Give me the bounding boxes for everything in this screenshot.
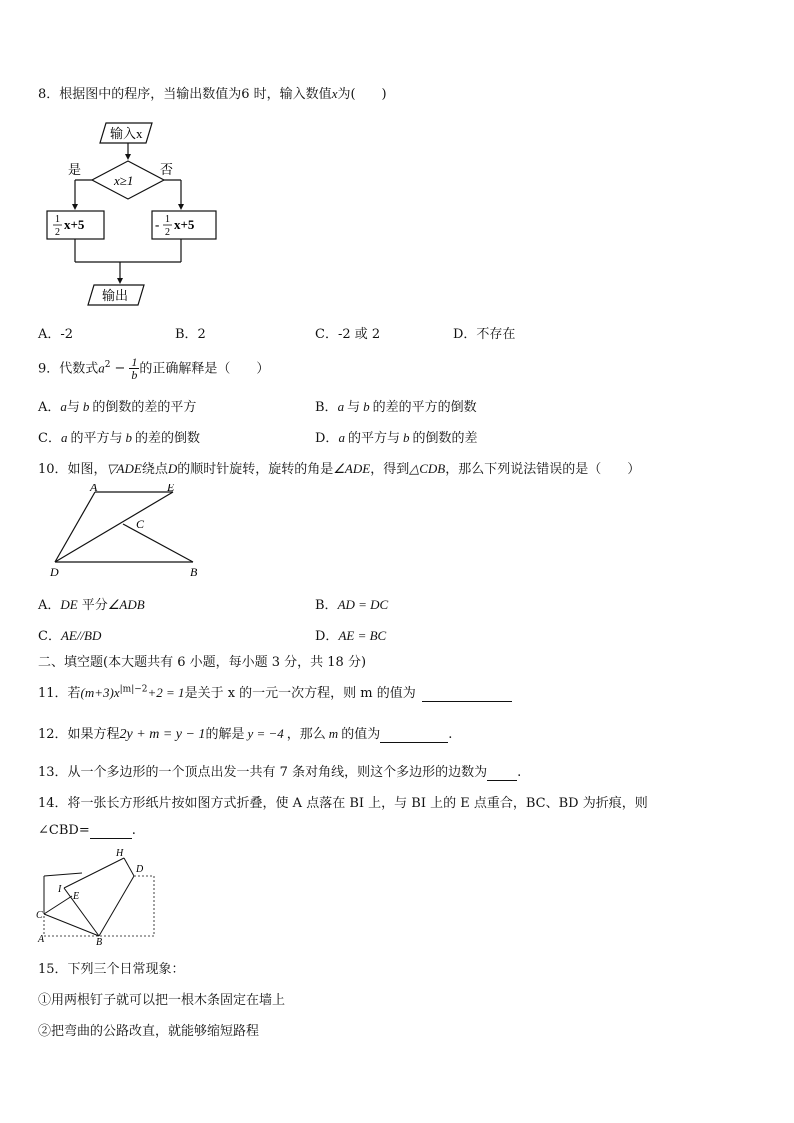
q8-option-d: D．不存在	[453, 327, 516, 342]
q10-label-a: A	[90, 484, 98, 494]
q15-item-2: ②把弯曲的公路改直，就能够缩短路程	[38, 1024, 260, 1039]
q14-label-e: E	[73, 891, 80, 902]
flow-no-label: 否	[160, 162, 174, 177]
svg-text:2: 2	[55, 227, 60, 238]
q10-label-b: B	[190, 565, 198, 579]
q12-answer-blank[interactable]	[380, 727, 448, 743]
q14-figure	[34, 846, 164, 946]
q8-var: x	[331, 86, 338, 101]
svg-text:1: 1	[55, 214, 60, 225]
q14-label-c: C	[36, 910, 43, 921]
flow-input-label: 输入x	[110, 126, 143, 141]
flow-output-label: 输出	[102, 288, 129, 303]
q15-item-1: ①用两根钉子就可以把一根木条固定在墙上	[38, 993, 286, 1008]
q10-label-e: E	[167, 484, 175, 494]
flow-condition-label: x≥1	[114, 173, 134, 188]
svg-text:2: 2	[165, 227, 170, 238]
q8-option-c: C．-2 或 2	[315, 327, 381, 342]
svg-text:-: -	[155, 217, 160, 232]
q14-label-d: D	[136, 864, 144, 875]
q14-label-b: B	[96, 937, 103, 946]
question-9-stem: 9．代数式$a^2$ − $\frac{1}{b}$ 的正确解释是（ ）	[38, 354, 270, 383]
q13-answer-blank[interactable]	[487, 765, 517, 781]
question-14-line1: 14．将一张长方形纸片按如图方式折叠，使 A 点落在 BI 上，与 BI 上的 E 点重合，BC、BD 为折痕，则	[38, 796, 648, 811]
q8-option-a: A．-2	[38, 327, 74, 342]
question-13: 13．从一个多边形的一个顶点出发一共有 7 条对角线，则这个多边形的边数为 .	[38, 765, 522, 780]
q10-label-d: D	[50, 565, 59, 579]
q9-fraction: $\frac{1}{b}$	[131, 354, 138, 383]
q14-label-a: A	[38, 934, 45, 945]
q10-figure	[45, 484, 215, 579]
question-14-line2: ∠CBD= .	[38, 823, 136, 838]
question-8-stem: 8．根据图中的程序，当输出数值为6 时，输入数值x为( )	[38, 86, 387, 102]
question-10-stem: 10．如图，▽ADE绕点D的顺时针旋转，旋转的角是∠ADE，得到△CDB，那么下列说法错误的是（ ）	[38, 461, 641, 477]
q10-option-c: C．AE//BD	[38, 628, 102, 644]
q10-option-d: D．AE = BC	[315, 628, 387, 644]
question-12: 12．如果方程2y + m = y − 1的解是 y = −4 ，那么 m 的值为 .	[38, 726, 453, 742]
q8-option-b: B．2	[175, 327, 206, 342]
q9-option-b: B．a 与 b 的差的平方的倒数	[315, 399, 477, 415]
section-2-heading: 二、填空题(本大题共有 6 小题，每小题 3 分，共 18 分)	[38, 655, 367, 670]
svg-text:1: 1	[165, 214, 170, 225]
q9-option-a: A．a与 b 的倒数的差的平方	[38, 399, 197, 415]
q10-option-b: B．AD = DC	[315, 597, 389, 613]
q9-option-d: D．a 的平方与 b 的倒数的差	[315, 430, 478, 446]
q10-label-c: C	[136, 517, 145, 531]
flow-yes-label: 是	[68, 162, 82, 177]
q14-answer-blank[interactable]	[90, 823, 132, 839]
q8-flowchart	[40, 118, 230, 313]
question-15-stem: 15．下列三个日常现象：	[38, 962, 185, 977]
q11-answer-blank[interactable]	[422, 686, 512, 702]
q14-label-h: H	[116, 848, 124, 859]
question-11: 11．若$(m+3)x^{|m|-2}+2 = 1$是关于 x 的一元一次方程，则 m 的值为	[38, 682, 512, 702]
flow-right-expr: x+5	[174, 217, 195, 232]
q14-label-i: I	[58, 884, 62, 895]
flow-left-expr: x+5	[64, 217, 85, 232]
q9-option-c: C．a 的平方与 b 的差的倒数	[38, 430, 200, 446]
q10-option-a: A．DE 平分∠ADB	[38, 597, 145, 613]
